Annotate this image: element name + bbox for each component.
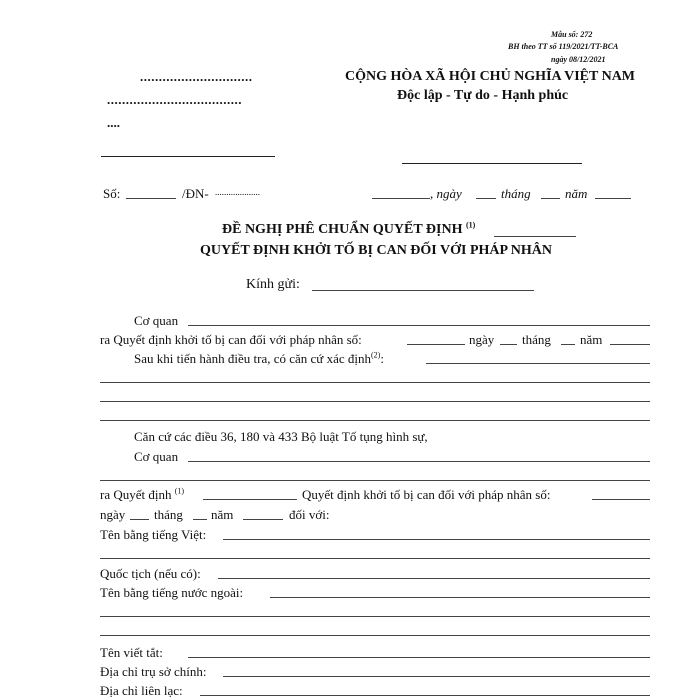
- decision-doi-voi: đối với:: [289, 507, 330, 522]
- date-year-blank: [595, 198, 631, 199]
- agency-blank-3: [100, 480, 650, 481]
- vn-name-label: Tên bằng tiếng Việt:: [100, 527, 207, 542]
- decision-month-blank-2: [193, 519, 207, 520]
- agency-blank-2: [188, 461, 650, 462]
- date-month-blank: [541, 198, 560, 199]
- decision-thang-1: tháng: [522, 332, 551, 347]
- decision-month-blank-1: [561, 344, 575, 345]
- form-number: Mẫu số: 272: [551, 30, 593, 39]
- abbrev-name-label: Tên viết tắt:: [100, 645, 163, 660]
- national-motto: Độc lập - Tự do - Hạnh phúc: [397, 88, 569, 103]
- headquarters-blank: [223, 676, 650, 677]
- date-thang: tháng: [501, 186, 531, 201]
- number-label: Số:: [103, 186, 121, 201]
- investigation-blank: [426, 363, 650, 364]
- document-subtitle: QUYẾT ĐỊNH KHỞI TỐ BỊ CAN ĐỐI VỚI PHÁP NHÂN: [200, 243, 552, 258]
- decision-text-2: ra Quyết định $^{(1)}$: [100, 486, 185, 502]
- decision-year-blank-2: [243, 519, 283, 520]
- agency-dots-2: ....................................: [107, 92, 242, 107]
- motto-underline: [402, 163, 582, 164]
- national-title: CỘNG HÒA XÃ HỘI CHỦ NGHĨA VIỆT NAM: [345, 69, 636, 84]
- decision-day-blank-2: [130, 519, 149, 520]
- document-title: ĐỀ NGHỊ PHÊ CHUẨN QUYẾT ĐỊNH $^{(1)}$: [222, 220, 476, 237]
- decision-day-blank-1: [500, 344, 517, 345]
- investigation-blank-2: [100, 382, 650, 383]
- abbrev-name-blank: [188, 657, 650, 658]
- vn-name-blank-2: [100, 558, 650, 559]
- decision-nam-1: năm: [580, 332, 603, 347]
- headquarters-label: Địa chỉ trụ sở chính:: [100, 664, 207, 679]
- number-blank: [126, 198, 176, 199]
- form-basis: BH theo TT số 119/2021/TT-BCA: [508, 42, 619, 51]
- foreign-name-blank: [270, 597, 650, 598]
- title-blank: [494, 236, 576, 237]
- date-nam: năm: [565, 186, 588, 201]
- decision-text-3: Quyết định khởi tố bị can đối với pháp nhân số:: [302, 487, 551, 502]
- agency-label-2: Cơ quan: [134, 449, 179, 464]
- investigation-text: Sau khi tiến hành điều tra, có căn cứ xác định$^{(2)}$:: [134, 350, 384, 366]
- decision-nam-2: năm: [211, 507, 234, 522]
- date-day-blank: [476, 198, 496, 199]
- form-date: ngày 08/12/2021: [551, 55, 606, 64]
- nationality-label: Quốc tịch (nếu có):: [100, 566, 201, 581]
- vn-name-blank: [223, 539, 650, 540]
- date-ngay: , ngày: [430, 186, 462, 201]
- investigation-blank-3: [100, 401, 650, 402]
- recipient-label: Kính gửi:: [246, 277, 300, 292]
- left-header-underline: [101, 156, 275, 157]
- foreign-name-blank-3: [100, 635, 650, 636]
- decision-ngay-1: ngày: [469, 332, 495, 347]
- decision-number-blank-2: [592, 499, 650, 500]
- contact-address-label: Địa chỉ liên lạc:: [100, 683, 183, 698]
- nationality-blank: [218, 578, 650, 579]
- decision-year-blank-1: [610, 344, 650, 345]
- decision-ngay-2: ngày: [100, 507, 126, 522]
- place-blank: [372, 198, 430, 199]
- foreign-name-label: Tên bằng tiếng nước ngoài:: [100, 585, 244, 600]
- agency-blank-1: [188, 325, 650, 326]
- decision-text-1: ra Quyết định khởi tố bị can đối với pháp nhân số:: [100, 332, 362, 347]
- foreign-name-blank-2: [100, 616, 650, 617]
- decision-number-blank-1: [407, 344, 465, 345]
- dn-dots: ....................: [215, 187, 260, 197]
- agency-label-1: Cơ quan: [134, 313, 179, 328]
- contact-address-blank: [200, 695, 650, 696]
- decision-thang-2: tháng: [154, 507, 183, 522]
- decision-type-blank: [203, 499, 297, 500]
- legal-basis-text: Căn cứ các điều 36, 180 và 433 Bộ luật Tố tụng hình sự,: [134, 429, 428, 444]
- investigation-blank-4: [100, 420, 650, 421]
- dn-label: /ĐN-: [182, 186, 209, 201]
- agency-dots-1: ..............................: [140, 69, 253, 84]
- recipient-blank: [312, 290, 534, 291]
- agency-dots-3: ....: [107, 115, 120, 130]
